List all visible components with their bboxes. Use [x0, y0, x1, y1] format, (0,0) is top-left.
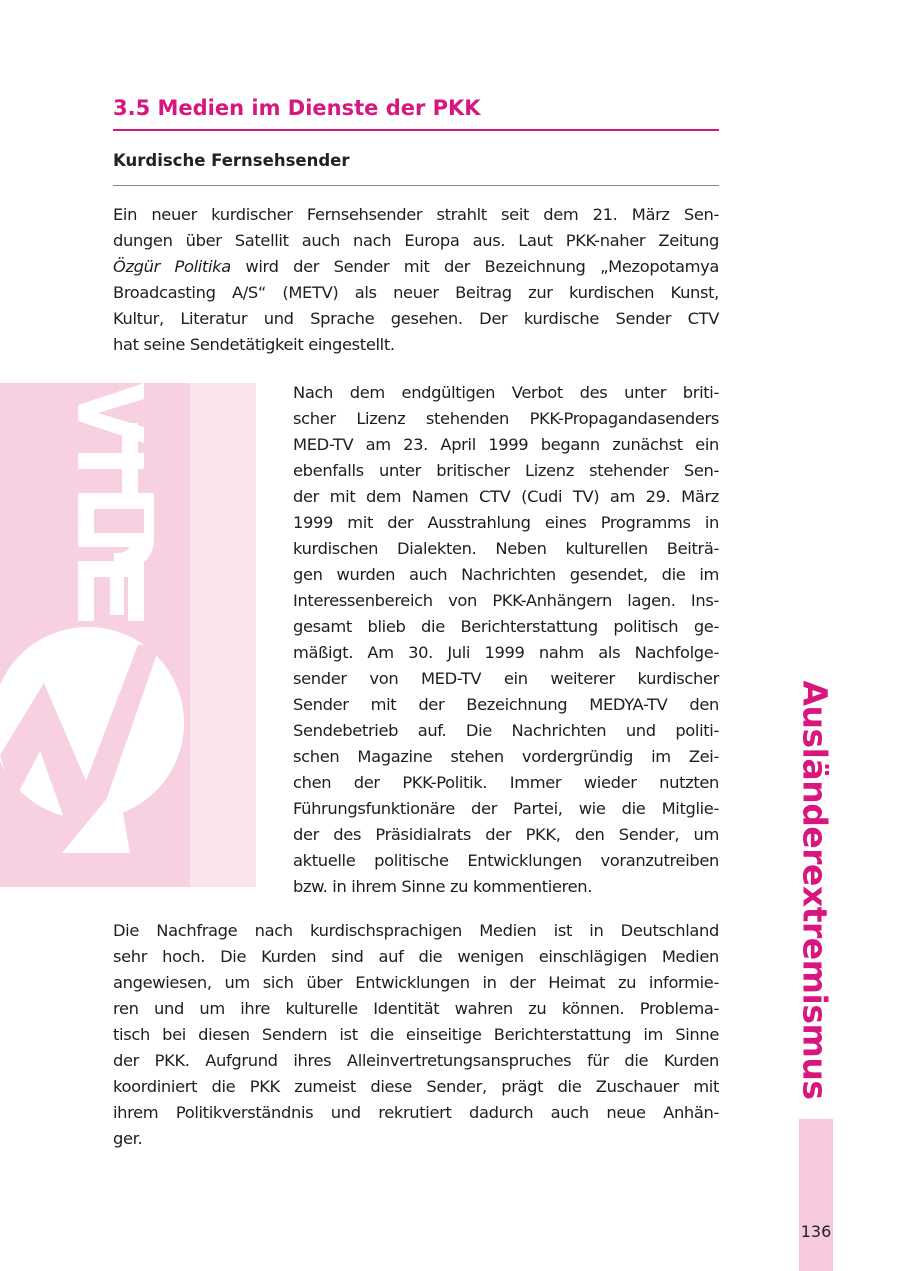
text-line: schen Magazine stehen vordergründig im Zei-: [293, 747, 719, 766]
text-line: mäßigt. Am 30. Juli 1999 nahm als Nachfolge-: [293, 643, 719, 662]
text-line: Nach dem endgültigen Verbot des unter briti-: [293, 383, 719, 402]
chapter-tab: [799, 1119, 833, 1271]
paragraph-demand: [113, 918, 719, 1152]
text-line: MED-TV am 23. April 1999 begann zunächst ein: [293, 435, 719, 454]
text-line: koordiniert die PKK zumeist diese Sender, prägt die Zuschauer mit: [113, 1077, 719, 1096]
text-line: Interessenbereich von PKK-Anhängern lagen. Ins-: [293, 591, 719, 610]
text-line: chen der PKK-Politik. Immer wieder nutzten: [293, 773, 719, 792]
text-line: bzw. in ihrem Sinne zu kommentieren.: [293, 877, 593, 896]
paragraph-intro: [113, 202, 719, 358]
text-line: Sendebetrieb auf. Die Nachrichten und politi-: [293, 721, 719, 740]
text-line: ebenfalls unter britischer Lizenz stehender Sen-: [293, 461, 719, 480]
text-line: dungen über Satellit auch nach Europa aus. Laut PKK-naher Zeitung: [113, 231, 719, 250]
text-line: Sender mit der Bezeichnung MEDYA-TV den: [293, 695, 719, 714]
text-line: aktuelle politische Entwicklungen voranzutreiben: [293, 851, 719, 870]
subsection-divider: [113, 185, 719, 186]
newspaper-title: Özgür Politika: [113, 257, 231, 276]
chapter-side-title: [793, 680, 837, 1100]
text-line: gen wurden auch Nachrichten gesendet, die im: [293, 565, 719, 584]
text-line: sehr hoch. Die Kurden sind auf die wenigen einschlägigen Medien: [113, 947, 719, 966]
text-line: der mit dem Namen CTV (Cudi TV) am 29. März: [293, 487, 719, 506]
text-line: ger.: [113, 1129, 143, 1148]
text-line: tisch bei diesen Sendern ist die einseitige Berichterstattung im Sinne: [113, 1025, 719, 1044]
text-line: Ein neuer kurdischer Fernsehsender strahlt seit dem 21. März Sen-: [113, 205, 719, 224]
text-line: Broadcasting A/S“ (METV) als neuer Beitrag zur kurdischen Kunst,: [113, 283, 719, 302]
text-line: Özgür Politika wird der Sender mit der Bezeichnung „Mezopotamya: [113, 257, 720, 276]
page-number: 136: [800, 1222, 832, 1241]
text-line: ren und um ihre kulturelle Identität wahren zu können. Problema-: [113, 999, 719, 1018]
section-divider: [113, 129, 719, 131]
text-line: der des Präsidialrats der PKK, den Sender, um: [293, 825, 719, 844]
text-line: scher Lizenz stehenden PKK-Propagandasenders: [293, 409, 719, 428]
text-line: Führungsfunktionäre der Partei, wie die Mitglie-: [293, 799, 719, 818]
text-line: gesamt blieb die Berichterstattung politisch ge-: [293, 617, 719, 636]
text-line: 1999 mit der Ausstrahlung eines Programms in: [293, 513, 719, 532]
text-line: ihrem Politikverständnis und rekrutiert dadurch auch neue Anhän-: [113, 1103, 719, 1122]
text-line: sender von MED-TV ein weiterer kurdischer: [293, 669, 719, 688]
med-tv-logo: [0, 383, 256, 887]
section-title: 3.5 Medien im Dienste der PKK: [113, 96, 481, 120]
chapter-side-title-text: Ausländerextremismus: [795, 680, 835, 1100]
text-line: Die Nachfrage nach kurdischsprachigen Medien ist in Deutschland: [113, 921, 719, 940]
text-line: der PKK. Aufgrund ihres Alleinvertretungsanspruches für die Kurden: [113, 1051, 719, 1070]
text-line: kurdischen Dialekten. Neben kulturellen Beiträ-: [293, 539, 719, 558]
text-line: angewiesen, um sich über Entwicklungen in der Heimat zu informie-: [113, 973, 719, 992]
paragraph-history: [293, 380, 719, 900]
text-line: hat seine Sendetätigkeit eingestellt.: [113, 335, 395, 354]
subsection-title: Kurdische Fernsehsender: [113, 151, 350, 170]
text-line: Kultur, Literatur und Sprache gesehen. Der kurdische Sender CTV: [113, 309, 719, 328]
